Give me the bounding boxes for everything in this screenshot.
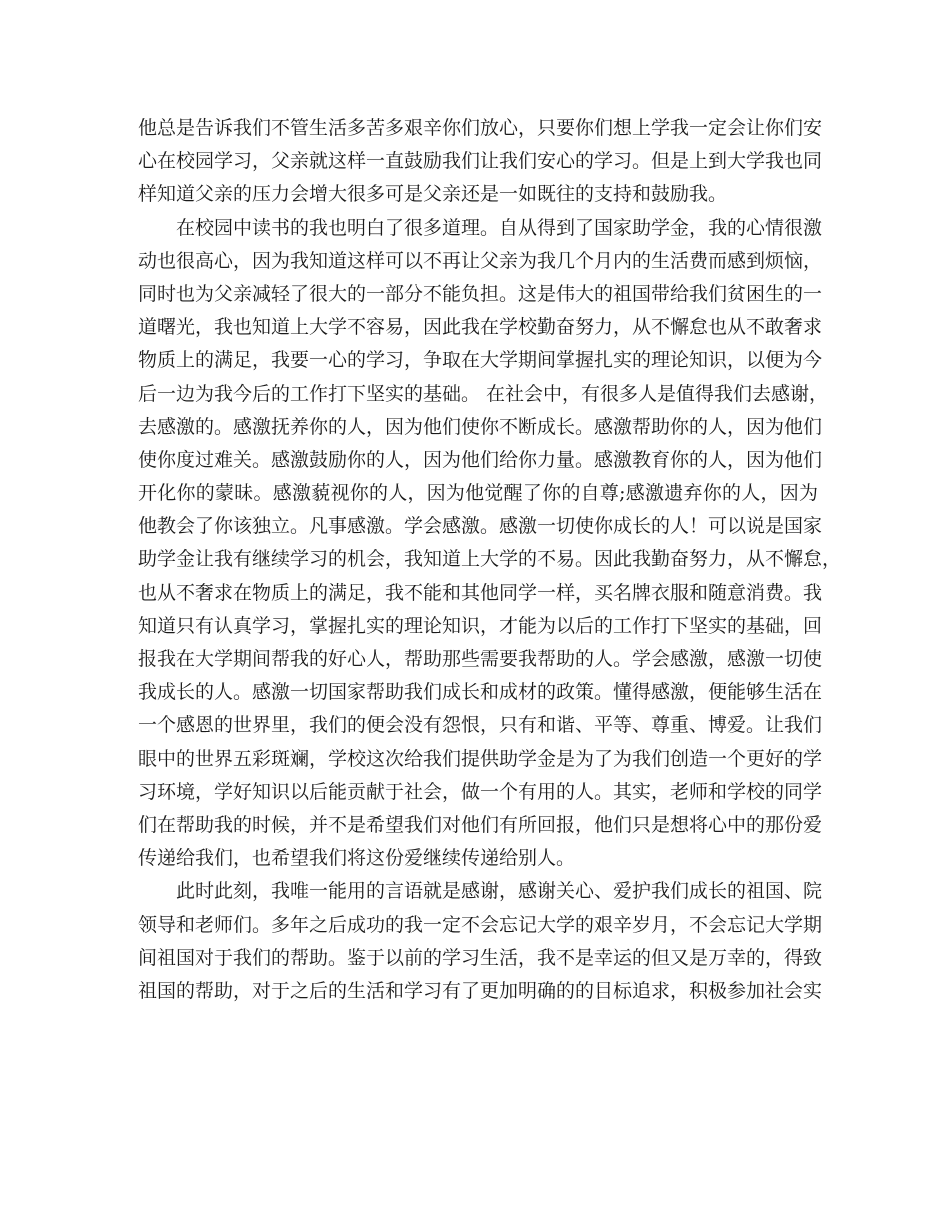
text-line: 报我在大学期间帮我的好心人，帮助那些需要我帮助的人。学会感激，感激一切使 [138, 648, 823, 670]
text-line: 一个感恩的世界里，我们的便会没有怨恨，只有和谐、平等、尊重、博爱。让我们 [138, 714, 823, 737]
text-line: 祖国的帮助，对于之后的生活和学习有了更加明确的的目标追求，积极参加社会实 [138, 979, 823, 1002]
text-line: 道曙光，我也知道上大学不容易，因此我在学校勤奋努力，从不懈怠也从不敢奢求 [138, 316, 823, 339]
text-line: 此时此刻，我唯一能用的言语就是感谢，感谢关心、爱护我们成长的祖国、院 [176, 880, 823, 903]
text-line: 样知道父亲的压力会增大很多可是父亲还是一如既往的支持和鼓励我。 [138, 183, 728, 206]
text-line: 眼中的世界五彩斑斓，学校这次给我们提供助学金是为了为我们创造一个更好的学 [138, 747, 823, 770]
text-line: 同时也为父亲减轻了很大的一部分不能负担。这是伟大的祖国带给我们贫困生的一 [138, 282, 823, 305]
text-line: 我成长的人。感激一切国家帮助我们成长和成材的政策。懂得感激，便能够生活在 [138, 681, 823, 704]
text-line: 心在校园学习，父亲就这样一直鼓励我们让我们安心的学习。但是上到大学我也同 [138, 150, 823, 173]
text-line: 间祖国对于我们的帮助。鉴于以前的学习生活，我不是幸运的但又是万幸的，得致 [138, 946, 823, 969]
text-line: 知道只有认真学习，掌握扎实的理论知识，才能为以后的工作打下坚实的基础，回 [138, 614, 823, 637]
text-line: 助学金让我有继续学习的机会，我知道上大学的不易。因此我勤奋努力，从不懈怠， [138, 548, 842, 571]
text-line: 传递给我们，也希望我们将这份爱继续传递给别人。 [138, 847, 576, 870]
text-line: 在校园中读书的我也明白了很多道理。自从得到了国家助学金，我的心情很激 [176, 216, 823, 239]
body-text [138, 112, 842, 1008]
text-line: 开化你的蒙昧。感激藐视你的人，因为他觉醒了你的自尊;感激遗弃你的人，因为 [138, 482, 818, 505]
text-line: 领导和老师们。多年之后成功的我一定不会忘记大学的艰辛岁月，不会忘记大学期 [138, 913, 823, 936]
text-line: 也从不奢求在物质上的满足，我不能和其他同学一样，买名牌衣服和随意消费。我 [138, 581, 823, 604]
text-line: 后一边为我今后的工作打下坚实的基础。 在社会中，有很多人是值得我们去感谢， [138, 382, 829, 405]
text-line: 动也很高心，因为我知道这样可以不再让父亲为我几个月内的生活费而感到烦恼， [138, 249, 823, 272]
text-line: 他教会了你该独立。凡事感激。学会感激。感激一切使你成长的人！可以说是国家 [138, 515, 823, 538]
text-line: 物质上的满足，我要一心的学习，争取在大学期间掌握扎实的理论知识，以便为今 [138, 349, 823, 372]
text-line: 使你度过难关。感激鼓励你的人，因为他们给你力量。感激教育你的人，因为他们 [138, 448, 823, 471]
text-line: 习环境，学好知识以后能贡献于社会，做一个有用的人。其实，老师和学校的同学 [138, 780, 823, 803]
text-line: 去感激的。感激抚养你的人，因为他们使你不断成长。感激帮助你的人，因为他们 [138, 415, 823, 438]
text-line: 们在帮助我的时候，并不是希望我们对他们有所回报，他们只是想将心中的那份爱 [138, 813, 823, 836]
text-line: 他总是告诉我们不管生活多苦多艰辛你们放心，只要你们想上学我一定会让你们安 [138, 117, 823, 139]
